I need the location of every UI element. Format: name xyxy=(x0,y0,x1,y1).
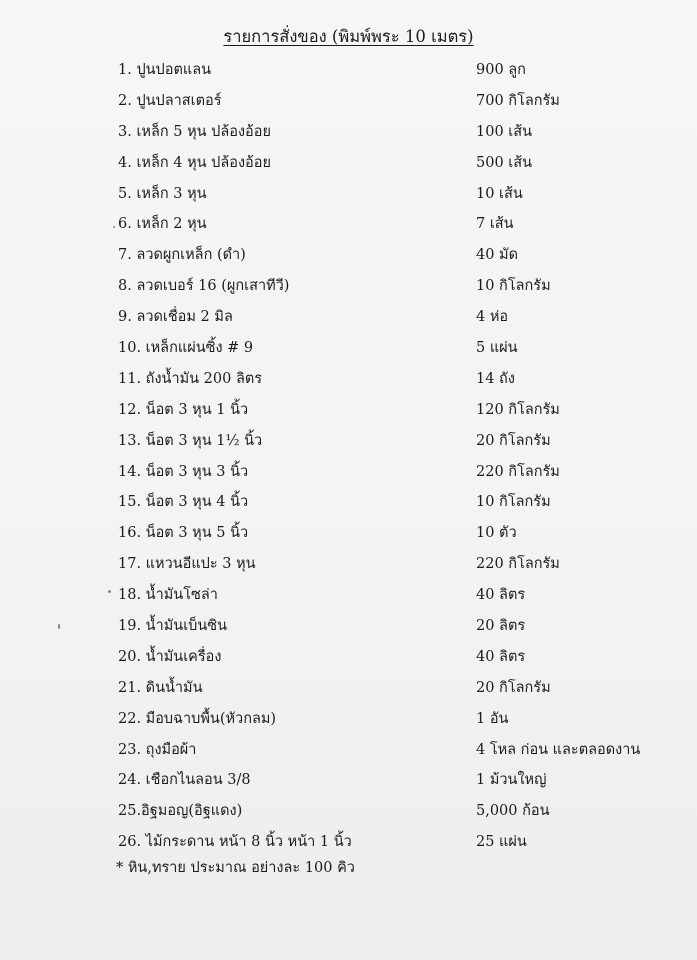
list-item xyxy=(118,518,678,549)
item-name: 18. น้ำมันโซล่า xyxy=(118,587,218,604)
list-item xyxy=(118,148,678,179)
item-name: 12. น็อต 3 หุน 1 นิ้ว xyxy=(118,401,249,418)
item-quantity: 5,000 ก้อน xyxy=(476,803,550,820)
item-quantity: 40 ลิตร xyxy=(476,648,526,665)
list-item xyxy=(118,333,678,364)
item-quantity: 10 กิโลกรัม xyxy=(476,494,551,511)
list-item xyxy=(118,827,678,858)
list-item xyxy=(118,735,678,766)
item-name: 11. ถังน้ำมัน 200 ลิตร xyxy=(118,370,263,387)
item-quantity: 4 โหล ก่อน และตลอดงาน xyxy=(476,741,641,758)
list-item xyxy=(118,240,678,271)
item-name: 4. เหล็ก 4 หุน ปล้องอ้อย xyxy=(118,154,271,171)
item-quantity: 25 แผ่น xyxy=(476,834,527,851)
item-name: 21. ดินน้ำมัน xyxy=(118,679,203,696)
item-quantity: 20 กิโลกรัม xyxy=(476,679,551,696)
item-name: 13. น็อต 3 หุน 1½ นิ้ว xyxy=(118,432,263,449)
list-item xyxy=(118,580,678,611)
list-item xyxy=(118,117,678,148)
item-name: 17. แหวนอีแปะ 3 หุน xyxy=(118,556,256,573)
item-quantity: 10 กิโลกรัม xyxy=(476,278,551,295)
scan-speck xyxy=(58,624,60,629)
item-quantity: 20 กิโลกรัม xyxy=(476,432,551,449)
list-item xyxy=(118,55,678,86)
list-item xyxy=(118,673,678,704)
item-name: 14. น็อต 3 หุน 3 นิ้ว xyxy=(118,463,249,480)
item-quantity: 1 อัน xyxy=(476,710,509,727)
item-quantity: 100 เส้น xyxy=(476,123,533,140)
list-item xyxy=(118,765,678,796)
item-name: 7. ลวดผูกเหล็ก (ดำ) xyxy=(118,247,246,264)
item-name: 25.อิฐมอญ(อิฐแดง) xyxy=(118,803,243,820)
list-item xyxy=(118,549,678,580)
item-name: 19. น้ำมันเบ็นซิน xyxy=(118,618,228,635)
list-item xyxy=(118,395,678,426)
item-name: 8. ลวดเบอร์ 16 (ผูกเสาทีวี) xyxy=(118,278,290,295)
item-name: 5. เหล็ก 3 หุน xyxy=(118,185,207,202)
item-name: 23. ถุงมือผ้า xyxy=(118,741,197,758)
item-quantity: 7 เส้น xyxy=(476,216,514,233)
item-name: 1. ปูนปอตแลน xyxy=(118,62,212,78)
list-item xyxy=(118,796,678,827)
order-list xyxy=(118,55,678,858)
item-quantity: 500 เส้น xyxy=(476,154,533,171)
list-item xyxy=(118,364,678,395)
list-item xyxy=(118,86,678,117)
item-quantity: 5 แผ่น xyxy=(476,340,518,357)
item-quantity: 14 ถัง xyxy=(476,370,515,387)
list-item xyxy=(118,209,678,240)
item-quantity: 10 ตัว xyxy=(476,525,517,542)
list-item xyxy=(118,271,678,302)
list-item xyxy=(118,487,678,518)
page-title: รายการสั่งของ (พิมพ์พระ 10 เมตร) xyxy=(223,27,474,46)
item-name: 6. เหล็ก 2 หุน xyxy=(118,216,207,233)
list-item xyxy=(118,457,678,488)
item-name: 16. น็อต 3 หุน 5 นิ้ว xyxy=(118,525,249,542)
item-quantity: 700 กิโลกรัม xyxy=(476,92,560,109)
scan-speck xyxy=(113,226,115,228)
list-item xyxy=(118,704,678,735)
item-quantity: 4 ห่อ xyxy=(476,309,509,326)
scan-speck xyxy=(108,590,111,593)
item-quantity: 40 มัด xyxy=(476,247,519,264)
item-name: 2. ปูนปลาสเตอร์ xyxy=(118,92,222,109)
item-name: 22. มือบฉาบพื้น(หัวกลม) xyxy=(118,710,277,727)
item-name: 24. เชือกไนลอน 3/8 xyxy=(118,772,251,789)
list-item xyxy=(118,426,678,457)
list-item xyxy=(118,642,678,673)
item-quantity: 900 ลูก xyxy=(476,62,526,78)
item-quantity: 220 กิโลกรัม xyxy=(476,463,560,480)
item-name: 10. เหล็กแผ่นซิ้ง # 9 xyxy=(118,340,254,357)
item-name: 26. ไม้กระดาน หน้า 8 นิ้ว หน้า 1 นิ้ว xyxy=(118,834,352,851)
list-item xyxy=(118,302,678,333)
list-item xyxy=(118,611,678,642)
item-name: 3. เหล็ก 5 หุน ปล้องอ้อย xyxy=(118,123,271,140)
item-quantity: 1 ม้วนใหญ่ xyxy=(476,772,547,789)
item-name: 20. น้ำมันเครื่อง xyxy=(118,648,222,665)
item-name: 15. น็อต 3 หุน 4 นิ้ว xyxy=(118,494,249,511)
item-quantity: 120 กิโลกรัม xyxy=(476,401,560,418)
item-quantity: 10 เส้น xyxy=(476,185,523,202)
item-quantity: 20 ลิตร xyxy=(476,618,526,635)
list-item xyxy=(118,179,678,210)
item-name: 9. ลวดเชื่อม 2 มิล xyxy=(118,309,233,326)
footnote: * หิน,ทราย ประมาณ อย่างละ 100 คิว xyxy=(116,860,355,876)
item-quantity: 220 กิโลกรัม xyxy=(476,556,560,573)
item-quantity: 40 ลิตร xyxy=(476,587,526,604)
